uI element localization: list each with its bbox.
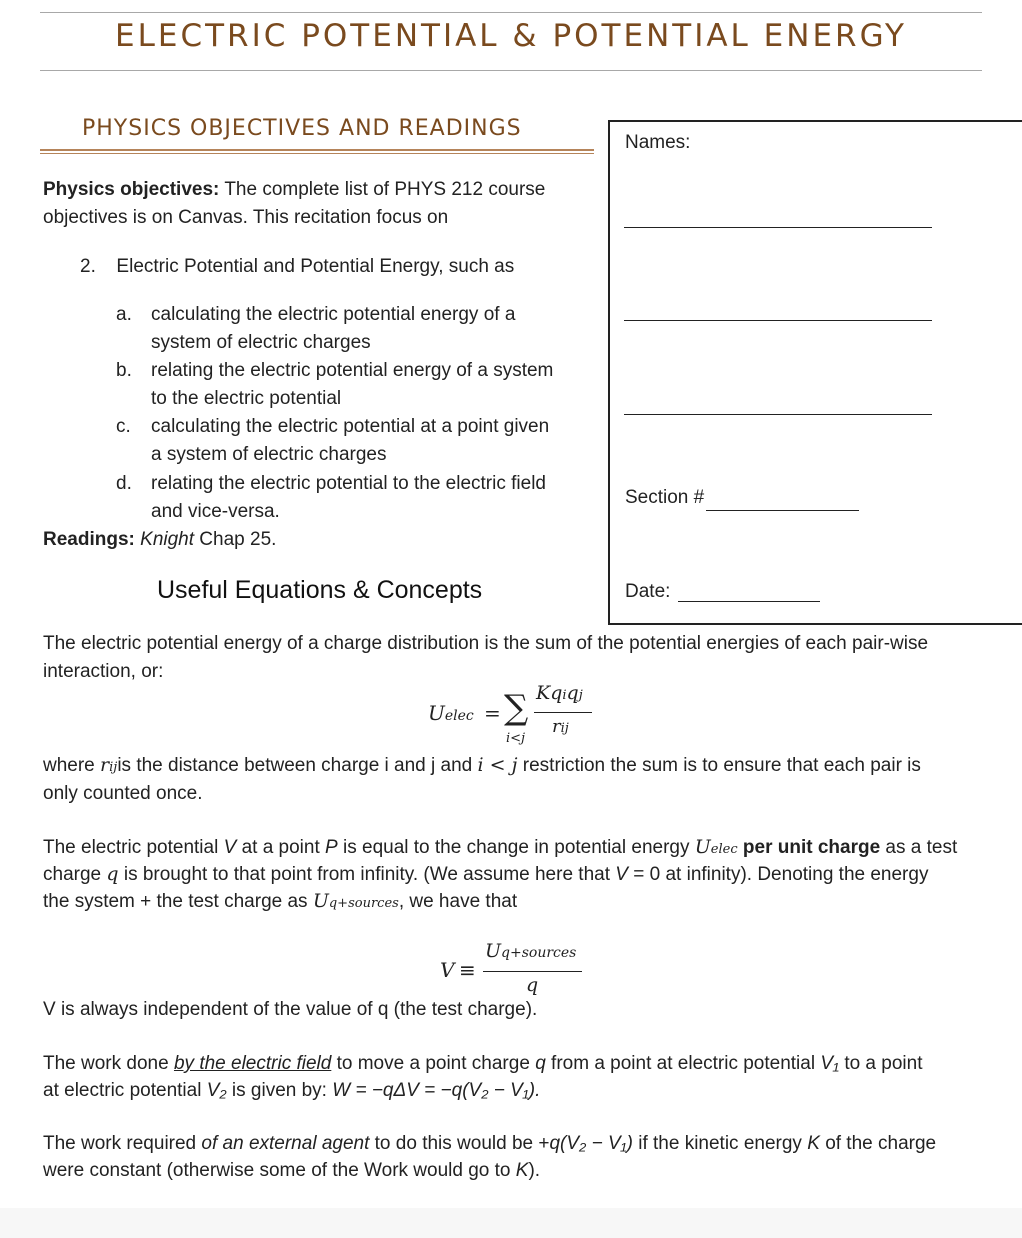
para2-line1 xyxy=(43,751,921,782)
eq1-numerator xyxy=(536,682,583,704)
para6-line1 xyxy=(43,1130,936,1158)
useful-heading: Useful Equations & Concepts xyxy=(157,576,483,604)
para6-agent: of an external agent xyxy=(201,1133,370,1154)
names-label: Names: xyxy=(625,132,691,153)
objectives-label: Physics objectives: xyxy=(43,179,220,200)
para2-mid: is the distance between charge i and j and xyxy=(117,755,473,776)
para6-formula: q(V₂ − V₁) xyxy=(549,1133,633,1154)
eq1-sigma: ∑ xyxy=(504,688,529,728)
para5-d: to a point xyxy=(844,1053,923,1074)
subitem-marker: c. xyxy=(116,416,131,437)
section-label: Section # xyxy=(625,487,705,508)
para1-line1: The electric potential energy of a charge distribution is the sum of the potential energies of each pair-wise xyxy=(43,633,929,654)
para3-line2 xyxy=(43,860,928,889)
readings-book: Knight xyxy=(140,529,195,550)
para1-line2: interaction, or: xyxy=(43,661,164,682)
para5-line2-b: is given by: xyxy=(231,1080,327,1101)
para3-a: The electric potential xyxy=(43,837,219,858)
subitem-marker: a. xyxy=(116,304,132,325)
para3-line2-b: is brought to that point from infinity. (We assume here that xyxy=(123,864,610,885)
eq1-num-i: i xyxy=(562,688,567,703)
para3-P: P xyxy=(325,837,338,858)
para6-a: The work required xyxy=(43,1133,197,1154)
para6-line2-K: K xyxy=(515,1160,529,1181)
para2-r-sub: ij xyxy=(109,760,118,775)
para2-condition: i < j xyxy=(477,754,518,776)
objectives-line2: objectives is on Canvas. This recitation focus on xyxy=(43,207,449,228)
para5-q: q xyxy=(535,1053,546,1074)
para2-r: r xyxy=(100,754,110,776)
para3-line3-sub: q+sources xyxy=(328,896,399,911)
para6-d: of the charge xyxy=(825,1133,937,1154)
para2-line2: only counted once. xyxy=(43,783,203,804)
objectives-line1 xyxy=(43,176,545,204)
name-blank-2[interactable] xyxy=(624,320,932,321)
page-title: ELECTRIC POTENTIAL & POTENTIAL ENERGY xyxy=(115,18,907,54)
title-rule xyxy=(40,70,982,71)
eq1-r: r xyxy=(552,716,561,737)
section-heading: PHYSICS OBJECTIVES AND READINGS xyxy=(82,116,522,141)
list-item-number: 2. xyxy=(80,256,96,277)
eq2-numerator xyxy=(485,940,576,962)
subitem-text-line2: system of electric charges xyxy=(151,332,371,353)
para3-U: U xyxy=(694,836,711,858)
eq1-q: q xyxy=(566,682,579,704)
para6-b: to do this would be + xyxy=(374,1133,550,1154)
para5-b: to move a point charge xyxy=(336,1053,530,1074)
para5-line2 xyxy=(43,1077,540,1105)
list-item-text: Electric Potential and Potential Energy, such as xyxy=(116,256,515,277)
top-rule xyxy=(40,12,982,13)
para3-line3-U: U xyxy=(312,890,329,912)
eq2-fraction-bar xyxy=(483,971,582,972)
para5-c: from a point at electric potential xyxy=(551,1053,816,1074)
para3-line3-b: , we have that xyxy=(398,891,518,912)
para5-underlined: by the electric field xyxy=(173,1053,332,1074)
eq1-lhs xyxy=(428,701,474,725)
eq1-equals: = xyxy=(484,701,501,725)
para2-end: restriction the sum is to ensure that each pair is xyxy=(522,755,921,776)
para5-line2-a: at electric potential xyxy=(43,1080,202,1101)
para3-line3-a: the system + the test charge as xyxy=(43,891,308,912)
objectives-text: The complete list of PHYS 212 course xyxy=(224,179,546,200)
para3-U-sub: elec xyxy=(710,842,738,857)
eq2-U: U xyxy=(485,940,502,962)
subitem-text-line2: and vice-versa. xyxy=(151,501,280,522)
para3-c: is equal to the change in potential energy xyxy=(343,837,690,858)
para2-where: where xyxy=(43,755,95,776)
subitem-text-line1: relating the electric potential energy of a system xyxy=(151,360,554,381)
para6-line2-b: ). xyxy=(528,1160,541,1181)
subitem-text-line1: calculating the electric potential energy of a xyxy=(151,304,516,325)
eq2-lhs: V xyxy=(440,958,455,982)
para3-bold: per unit charge xyxy=(742,837,881,858)
para5-V2: V₂ xyxy=(206,1080,227,1101)
para5-a: The work done xyxy=(43,1053,169,1074)
eq1-U: U xyxy=(428,701,445,725)
list-item xyxy=(80,253,514,281)
name-blank-1[interactable] xyxy=(624,227,932,228)
subitem-text-line2: to the electric potential xyxy=(151,388,342,409)
eq1-sigma-sub: i<j xyxy=(506,731,526,746)
para3-line2-c: = 0 at infinity). Denoting the energy xyxy=(633,864,929,885)
para3-line3 xyxy=(43,887,517,918)
subitem-text-line2: a system of electric charges xyxy=(151,444,387,465)
equation-potential-energy xyxy=(428,682,608,752)
page-bottom-edge xyxy=(0,1208,1022,1238)
readings-line xyxy=(43,526,276,554)
subitem-marker: d. xyxy=(116,473,132,494)
eq2-denominator: q xyxy=(526,974,539,996)
para6-c: if the kinetic energy xyxy=(638,1133,802,1154)
equation-potential xyxy=(440,938,600,1002)
para3-d: as a test xyxy=(885,837,958,858)
names-box xyxy=(608,120,1022,625)
eq1-lhs-sub: elec xyxy=(444,708,474,724)
para6-line2-a: were constant (otherwise some of the Work would go to xyxy=(43,1160,511,1181)
readings-chapter: Chap 25. xyxy=(199,529,277,550)
readings-label: Readings: xyxy=(43,529,135,550)
eq1-den-sub: ij xyxy=(560,721,569,736)
para4: V is always independent of the value of q (the test charge). xyxy=(43,999,538,1020)
para3-line2-a: charge xyxy=(43,864,102,885)
para5-formula: W = −qΔV = −q(V₂ − V₁). xyxy=(332,1080,541,1101)
para3-q: q xyxy=(106,863,119,885)
subitem-text-line1: calculating the electric potential at a point given xyxy=(151,416,550,437)
para6-line2 xyxy=(43,1157,540,1185)
para3-line2-V: V xyxy=(615,864,628,885)
section-rule-thin xyxy=(40,153,594,154)
para3-b: at a point xyxy=(241,837,320,858)
date-label: Date: xyxy=(625,581,671,602)
name-blank-3[interactable] xyxy=(624,414,932,415)
subitem-marker: b. xyxy=(116,360,132,381)
section-blank[interactable] xyxy=(706,510,859,511)
eq1-Kq: Kq xyxy=(536,682,563,704)
eq1-num-j: j xyxy=(578,688,583,703)
eq1-fraction-bar xyxy=(534,712,592,713)
para5-V1: V₁ xyxy=(820,1053,840,1074)
para5-line1 xyxy=(43,1050,922,1078)
para3-V: V xyxy=(223,837,237,858)
section-rule xyxy=(40,149,594,151)
eq1-denominator xyxy=(552,716,569,737)
eq2-num-sub: q+sources xyxy=(501,945,577,961)
subitem-text-line1: relating the electric potential to the electric field xyxy=(151,473,546,494)
date-blank[interactable] xyxy=(678,601,820,602)
eq2-equiv: ≡ xyxy=(459,958,476,982)
para6-K: K xyxy=(807,1133,820,1154)
